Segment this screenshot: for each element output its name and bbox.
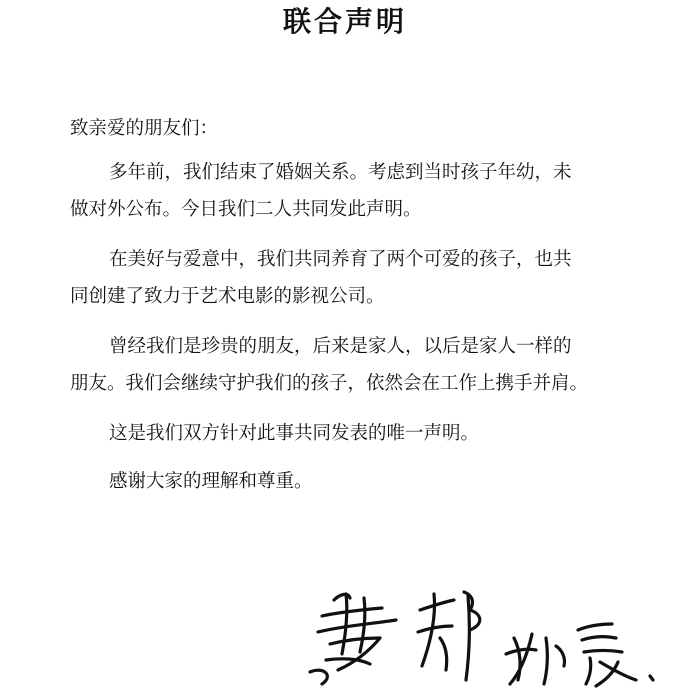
paragraph-4-line-1: 这是我们双方针对此事共同发表的唯一声明。 bbox=[109, 423, 480, 444]
paragraph-5 bbox=[70, 463, 618, 500]
paragraph-4 bbox=[70, 415, 618, 452]
paragraph-1 bbox=[70, 154, 618, 228]
handwritten-signature bbox=[300, 580, 680, 690]
paragraph-2-line-1: 在美好与爱意中，我们共同养育了两个可爱的孩子，也共 bbox=[109, 249, 572, 270]
paragraph-3-line-1: 曾经我们是珍贵的朋友，后来是家人，以后是家人一样的 bbox=[109, 336, 572, 357]
paragraph-1-line-1: 多年前，我们结束了婚姻关系。考虑到当时孩子年幼，未 bbox=[109, 162, 572, 183]
paragraph-2-line-2: 同创建了致力于艺术电影的影视公司。 bbox=[70, 286, 385, 307]
paragraph-2 bbox=[70, 241, 618, 315]
paragraph-3-line-2: 朋友。我们会继续守护我们的孩子，依然会在工作上携手并肩。 bbox=[70, 373, 589, 394]
paragraph-1-line-2: 做对外公布。今日我们二人共同发此声明。 bbox=[70, 199, 422, 220]
paragraph-3 bbox=[70, 328, 618, 402]
document-title: 联合声明 bbox=[282, 5, 407, 38]
salutation: 致亲爱的朋友们： bbox=[70, 118, 219, 139]
paragraph-5-line-1: 感谢大家的理解和尊重。 bbox=[109, 471, 313, 492]
